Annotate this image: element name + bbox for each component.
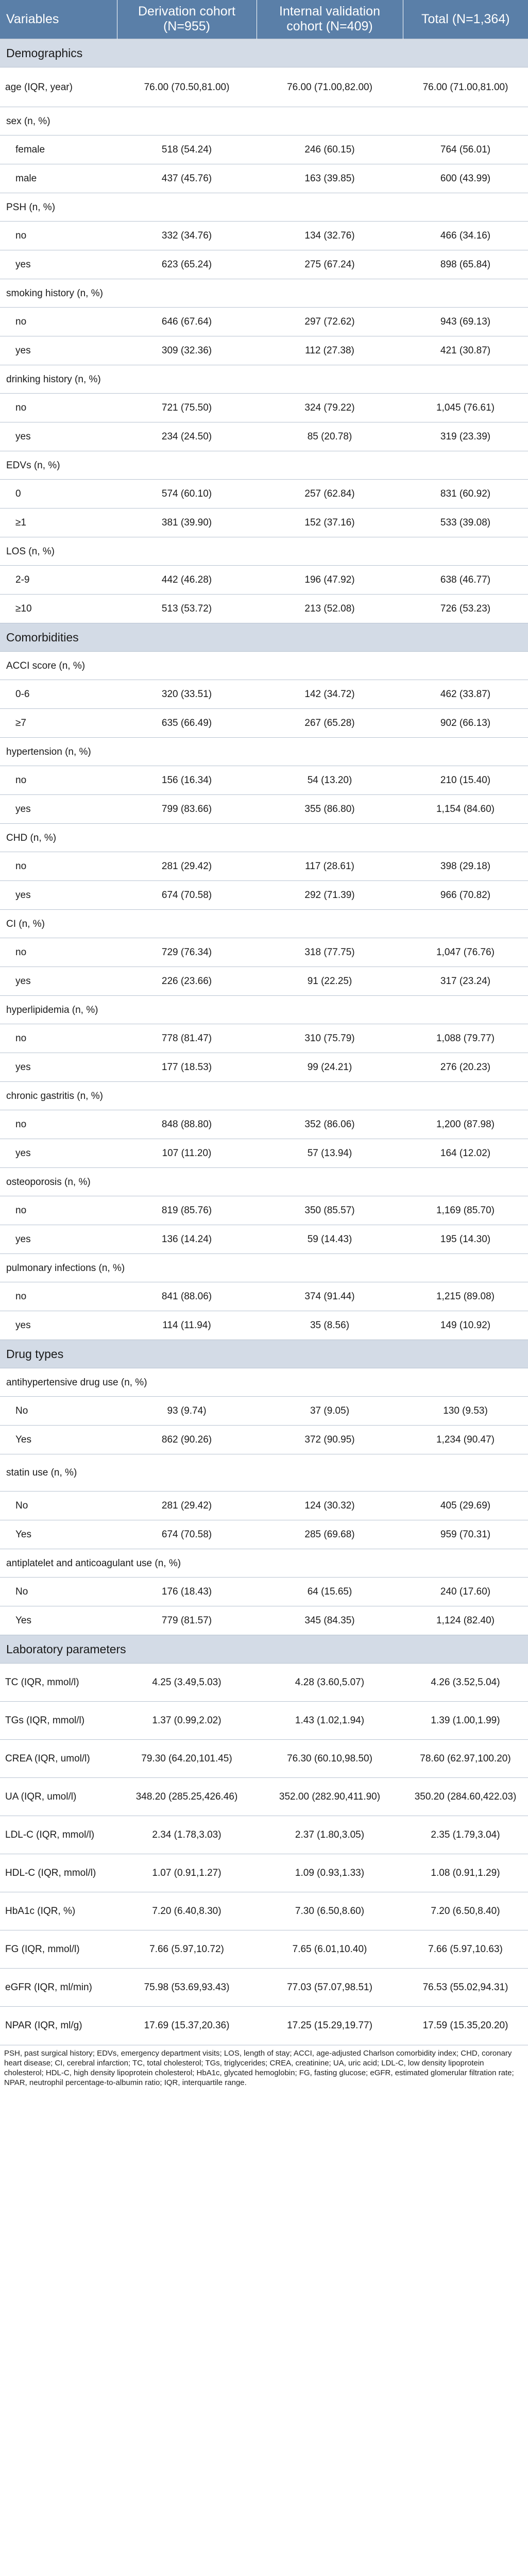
section-laboratory-parameters: Laboratory parameters: [0, 1635, 528, 1664]
table-row: [0, 1053, 528, 1082]
variable-row: sex (n, %): [0, 107, 528, 135]
internal-value: 257 (62.84): [257, 480, 403, 509]
internal-value: 163 (39.85): [257, 164, 403, 193]
internal-value: 112 (27.38): [257, 336, 403, 365]
total-value: 1,045 (76.61): [403, 394, 528, 422]
table-row: [0, 795, 528, 824]
internal-value: 372 (90.95): [257, 1426, 403, 1454]
table-row: [0, 680, 528, 709]
derivation-value: 779 (81.57): [117, 1606, 257, 1635]
level-label: ≥7: [0, 709, 117, 738]
variable-row: drinking history (n, %): [0, 365, 528, 394]
total-value: 195 (14.30): [403, 1225, 528, 1254]
variable-row: osteoporosis (n, %): [0, 1168, 528, 1196]
total-value: 130 (9.53): [403, 1397, 528, 1426]
table-row: [0, 1606, 528, 1635]
table-row: [0, 766, 528, 795]
internal-value: 134 (32.76): [257, 222, 403, 250]
level-label: Yes: [0, 1606, 117, 1635]
row-label: LDL-C (IQR, mmol/l): [0, 1816, 117, 1854]
level-label: ≥10: [0, 595, 117, 623]
internal-value: 310 (75.79): [257, 1024, 403, 1053]
total-value: 902 (66.13): [403, 709, 528, 738]
total-value: 421 (30.87): [403, 336, 528, 365]
table-row: [0, 709, 528, 738]
internal-value: 355 (86.80): [257, 795, 403, 824]
internal-value: 124 (30.32): [257, 1492, 403, 1520]
derivation-value: 281 (29.42): [117, 1492, 257, 1520]
row-label: NPAR (IQR, ml/g): [0, 2007, 117, 2045]
internal-value: 7.65 (6.01,10.40): [257, 1930, 403, 1969]
variable-row: CHD (n, %): [0, 824, 528, 852]
level-label: Yes: [0, 1426, 117, 1454]
table-row: [0, 164, 528, 193]
total-value: 462 (33.87): [403, 680, 528, 709]
derivation-value: 848 (88.80): [117, 1110, 257, 1139]
variable-row: CI (n, %): [0, 910, 528, 938]
level-label: yes: [0, 1053, 117, 1082]
internal-value: 76.00 (71.00,82.00): [257, 67, 403, 107]
total-value: 17.59 (15.35,20.20): [403, 2007, 528, 2045]
internal-value: 196 (47.92): [257, 566, 403, 595]
table-row: [0, 938, 528, 967]
level-label: yes: [0, 1139, 117, 1168]
table-row: [0, 1196, 528, 1225]
derivation-value: 79.30 (64.20,101.45): [117, 1740, 257, 1778]
level-label: yes: [0, 336, 117, 365]
derivation-value: 862 (90.26): [117, 1426, 257, 1454]
table-footnote: PSH, past surgical history; EDVs, emergency department visits; LOS, length of stay; ACCI, age-adjusted Charlson comorbidity index; CHD, coronary heart disease; CI, cerebral infarction; TC, total cholesterol; TGs, triglycerides; CREA, creatinine; UA, uric acid; LDL-C, low density lipoprotein cholesterol; HDL-C, high density lipoprotein cholesterol; HbA1c, glycated hemoglobin; FG, fasting glucose; eGFR, estimated glomerular filtration rate; NPAR, neutrophil percentage-to-albumin ratio; IQR, interquartile range.: [0, 2045, 528, 2088]
table-row: [0, 1520, 528, 1549]
header-total: Total (N=1,364): [403, 0, 528, 39]
level-label: yes: [0, 422, 117, 451]
internal-value: 2.37 (1.80,3.05): [257, 1816, 403, 1854]
total-value: 898 (65.84): [403, 250, 528, 279]
table-row: [0, 308, 528, 336]
internal-value: 152 (37.16): [257, 509, 403, 537]
derivation-value: 623 (65.24): [117, 250, 257, 279]
derivation-value: 136 (14.24): [117, 1225, 257, 1254]
internal-value: 297 (72.62): [257, 308, 403, 336]
total-value: 149 (10.92): [403, 1311, 528, 1340]
table-row: [0, 1740, 528, 1778]
derivation-value: 437 (45.76): [117, 164, 257, 193]
section-drug-types: Drug types: [0, 1340, 528, 1368]
derivation-value: 635 (66.49): [117, 709, 257, 738]
internal-value: 246 (60.15): [257, 135, 403, 164]
level-label: female: [0, 135, 117, 164]
internal-value: 85 (20.78): [257, 422, 403, 451]
table-row: [0, 1024, 528, 1053]
level-label: no: [0, 222, 117, 250]
total-value: 1,088 (79.77): [403, 1024, 528, 1053]
row-label: age (IQR, year): [0, 67, 117, 107]
total-value: 405 (29.69): [403, 1492, 528, 1520]
table-row: [0, 881, 528, 910]
internal-value: 318 (77.75): [257, 938, 403, 967]
table-row: [0, 1816, 528, 1854]
total-value: 276 (20.23): [403, 1053, 528, 1082]
level-label: no: [0, 766, 117, 795]
total-value: 210 (15.40): [403, 766, 528, 795]
total-value: 638 (46.77): [403, 566, 528, 595]
table-row: [0, 1492, 528, 1520]
internal-value: 292 (71.39): [257, 881, 403, 910]
derivation-value: 226 (23.66): [117, 967, 257, 996]
derivation-value: 381 (39.90): [117, 509, 257, 537]
internal-value: 57 (13.94): [257, 1139, 403, 1168]
table-row: [0, 1778, 528, 1816]
total-value: 76.53 (55.02,94.31): [403, 1969, 528, 2007]
table-row: [0, 480, 528, 509]
total-value: 966 (70.82): [403, 881, 528, 910]
internal-value: 91 (22.25): [257, 967, 403, 996]
internal-value: 350 (85.57): [257, 1196, 403, 1225]
variable-row: statin use (n, %): [0, 1454, 528, 1492]
total-value: 319 (23.39): [403, 422, 528, 451]
derivation-value: 819 (85.76): [117, 1196, 257, 1225]
derivation-value: 309 (32.36): [117, 336, 257, 365]
derivation-value: 7.20 (6.40,8.30): [117, 1892, 257, 1930]
total-value: 350.20 (284.60,422.03): [403, 1778, 528, 1816]
table-row: [0, 1854, 528, 1892]
level-label: Yes: [0, 1520, 117, 1549]
level-label: 2-9: [0, 566, 117, 595]
level-label: no: [0, 394, 117, 422]
derivation-value: 442 (46.28): [117, 566, 257, 595]
table-row: [0, 2007, 528, 2045]
row-label: HDL-C (IQR, mmol/l): [0, 1854, 117, 1892]
internal-value: 267 (65.28): [257, 709, 403, 738]
internal-value: 345 (84.35): [257, 1606, 403, 1635]
total-value: 1,154 (84.60): [403, 795, 528, 824]
header-row: [0, 0, 528, 39]
table-row: [0, 509, 528, 537]
table-row: [0, 394, 528, 422]
total-value: 4.26 (3.52,5.04): [403, 1664, 528, 1702]
total-value: 1,047 (76.76): [403, 938, 528, 967]
table-row: [0, 1110, 528, 1139]
header-internal: Internal validation cohort (N=409): [257, 0, 403, 39]
total-value: 726 (53.23): [403, 595, 528, 623]
internal-value: 37 (9.05): [257, 1397, 403, 1426]
table-row: [0, 1702, 528, 1740]
level-label: no: [0, 1110, 117, 1139]
table-row: [0, 1139, 528, 1168]
derivation-value: 674 (70.58): [117, 1520, 257, 1549]
table-row: [0, 1930, 528, 1969]
level-label: yes: [0, 967, 117, 996]
table-row: [0, 1225, 528, 1254]
variable-row: PSH (n, %): [0, 193, 528, 222]
variable-row: antihypertensive drug use (n, %): [0, 1368, 528, 1397]
total-value: 1,200 (87.98): [403, 1110, 528, 1139]
table-row: [0, 566, 528, 595]
row-label: FG (IQR, mmol/l): [0, 1930, 117, 1969]
internal-value: 374 (91.44): [257, 1282, 403, 1311]
table-row: [0, 1311, 528, 1340]
table-row: [0, 250, 528, 279]
total-value: 317 (23.24): [403, 967, 528, 996]
section-demographics: Demographics: [0, 39, 528, 67]
variable-row: chronic gastritis (n, %): [0, 1082, 528, 1110]
variable-row: hyperlipidemia (n, %): [0, 996, 528, 1024]
variable-row: EDVs (n, %): [0, 451, 528, 480]
internal-value: 213 (52.08): [257, 595, 403, 623]
table-row: [0, 967, 528, 996]
derivation-value: 156 (16.34): [117, 766, 257, 795]
derivation-value: 281 (29.42): [117, 852, 257, 881]
derivation-value: 721 (75.50): [117, 394, 257, 422]
derivation-value: 729 (76.34): [117, 938, 257, 967]
total-value: 78.60 (62.97,100.20): [403, 1740, 528, 1778]
table-row: [0, 1664, 528, 1702]
table-row: [0, 595, 528, 623]
variable-row: antiplatelet and anticoagulant use (n, %): [0, 1549, 528, 1578]
table-row: [0, 1426, 528, 1454]
derivation-value: 107 (11.20): [117, 1139, 257, 1168]
internal-value: 352 (86.06): [257, 1110, 403, 1139]
derivation-value: 7.66 (5.97,10.72): [117, 1930, 257, 1969]
derivation-value: 518 (54.24): [117, 135, 257, 164]
total-value: 764 (56.01): [403, 135, 528, 164]
total-value: 943 (69.13): [403, 308, 528, 336]
level-label: no: [0, 308, 117, 336]
level-label: no: [0, 1196, 117, 1225]
level-label: yes: [0, 881, 117, 910]
row-label: eGFR (IQR, ml/min): [0, 1969, 117, 2007]
derivation-value: 176 (18.43): [117, 1578, 257, 1606]
row-label: UA (IQR, umol/l): [0, 1778, 117, 1816]
level-label: male: [0, 164, 117, 193]
variable-row: pulmonary infections (n, %): [0, 1254, 528, 1282]
table-row: [0, 422, 528, 451]
derivation-value: 348.20 (285.25,426.46): [117, 1778, 257, 1816]
table-row: [0, 222, 528, 250]
internal-value: 59 (14.43): [257, 1225, 403, 1254]
derivation-value: 574 (60.10): [117, 480, 257, 509]
internal-value: 64 (15.65): [257, 1578, 403, 1606]
table-row: [0, 67, 528, 107]
internal-value: 17.25 (15.29,19.77): [257, 2007, 403, 2045]
variable-row: ACCI score (n, %): [0, 652, 528, 680]
table-row: [0, 1282, 528, 1311]
level-label: No: [0, 1492, 117, 1520]
level-label: yes: [0, 1311, 117, 1340]
total-value: 466 (34.16): [403, 222, 528, 250]
derivation-value: 646 (67.64): [117, 308, 257, 336]
row-label: TGs (IQR, mmol/l): [0, 1702, 117, 1740]
total-value: 1,215 (89.08): [403, 1282, 528, 1311]
total-value: 7.66 (5.97,10.63): [403, 1930, 528, 1969]
internal-value: 77.03 (57.07,98.51): [257, 1969, 403, 2007]
total-value: 398 (29.18): [403, 852, 528, 881]
internal-value: 275 (67.24): [257, 250, 403, 279]
table-row: [0, 336, 528, 365]
derivation-value: 513 (53.72): [117, 595, 257, 623]
variable-row: hypertension (n, %): [0, 738, 528, 766]
total-value: 76.00 (71.00,81.00): [403, 67, 528, 107]
internal-value: 352.00 (282.90,411.90): [257, 1778, 403, 1816]
level-label: no: [0, 852, 117, 881]
level-label: no: [0, 1282, 117, 1311]
derivation-value: 799 (83.66): [117, 795, 257, 824]
derivation-value: 2.34 (1.78,3.03): [117, 1816, 257, 1854]
derivation-value: 332 (34.76): [117, 222, 257, 250]
derivation-value: 93 (9.74): [117, 1397, 257, 1426]
derivation-value: 1.07 (0.91,1.27): [117, 1854, 257, 1892]
total-value: 1,169 (85.70): [403, 1196, 528, 1225]
internal-value: 99 (24.21): [257, 1053, 403, 1082]
internal-value: 35 (8.56): [257, 1311, 403, 1340]
internal-value: 285 (69.68): [257, 1520, 403, 1549]
internal-value: 76.30 (60.10,98.50): [257, 1740, 403, 1778]
row-label: CREA (IQR, umol/l): [0, 1740, 117, 1778]
derivation-value: 177 (18.53): [117, 1053, 257, 1082]
row-label: TC (IQR, mmol/l): [0, 1664, 117, 1702]
total-value: 533 (39.08): [403, 509, 528, 537]
derivation-value: 674 (70.58): [117, 881, 257, 910]
total-value: 600 (43.99): [403, 164, 528, 193]
derivation-value: 17.69 (15.37,20.36): [117, 2007, 257, 2045]
total-value: 959 (70.31): [403, 1520, 528, 1549]
level-label: no: [0, 938, 117, 967]
table-row: [0, 135, 528, 164]
internal-value: 54 (13.20): [257, 766, 403, 795]
table-row: [0, 1578, 528, 1606]
total-value: 1,124 (82.40): [403, 1606, 528, 1635]
section-comorbidities: Comorbidities: [0, 623, 528, 652]
row-label: HbA1c (IQR, %): [0, 1892, 117, 1930]
table-row: [0, 1969, 528, 2007]
derivation-value: 320 (33.51): [117, 680, 257, 709]
table-row: [0, 852, 528, 881]
internal-value: 1.43 (1.02,1.94): [257, 1702, 403, 1740]
internal-value: 7.30 (6.50,8.60): [257, 1892, 403, 1930]
derivation-value: 778 (81.47): [117, 1024, 257, 1053]
total-value: 7.20 (6.50,8.40): [403, 1892, 528, 1930]
total-value: 240 (17.60): [403, 1578, 528, 1606]
total-value: 1,234 (90.47): [403, 1426, 528, 1454]
level-label: No: [0, 1578, 117, 1606]
derivation-value: 4.25 (3.49,5.03): [117, 1664, 257, 1702]
derivation-value: 234 (24.50): [117, 422, 257, 451]
variable-row: LOS (n, %): [0, 537, 528, 566]
total-value: 2.35 (1.79,3.04): [403, 1816, 528, 1854]
table-row: [0, 1397, 528, 1426]
table-row: [0, 1892, 528, 1930]
internal-value: 4.28 (3.60,5.07): [257, 1664, 403, 1702]
level-label: yes: [0, 250, 117, 279]
total-value: 164 (12.02): [403, 1139, 528, 1168]
derivation-value: 76.00 (70.50,81.00): [117, 67, 257, 107]
internal-value: 117 (28.61): [257, 852, 403, 881]
internal-value: 1.09 (0.93,1.33): [257, 1854, 403, 1892]
level-label: No: [0, 1397, 117, 1426]
level-label: yes: [0, 795, 117, 824]
derivation-value: 114 (11.94): [117, 1311, 257, 1340]
level-label: no: [0, 1024, 117, 1053]
internal-value: 324 (79.22): [257, 394, 403, 422]
header-variables: Variables: [0, 0, 117, 39]
derivation-value: 841 (88.06): [117, 1282, 257, 1311]
total-value: 1.39 (1.00,1.99): [403, 1702, 528, 1740]
level-label: 0: [0, 480, 117, 509]
level-label: ≥1: [0, 509, 117, 537]
variable-row: smoking history (n, %): [0, 279, 528, 308]
derivation-value: 1.37 (0.99,2.02): [117, 1702, 257, 1740]
internal-value: 142 (34.72): [257, 680, 403, 709]
header-derivation: Derivation cohort (N=955): [117, 0, 257, 39]
total-value: 1.08 (0.91,1.29): [403, 1854, 528, 1892]
level-label: yes: [0, 1225, 117, 1254]
derivation-value: 75.98 (53.69,93.43): [117, 1969, 257, 2007]
total-value: 831 (60.92): [403, 480, 528, 509]
level-label: 0-6: [0, 680, 117, 709]
